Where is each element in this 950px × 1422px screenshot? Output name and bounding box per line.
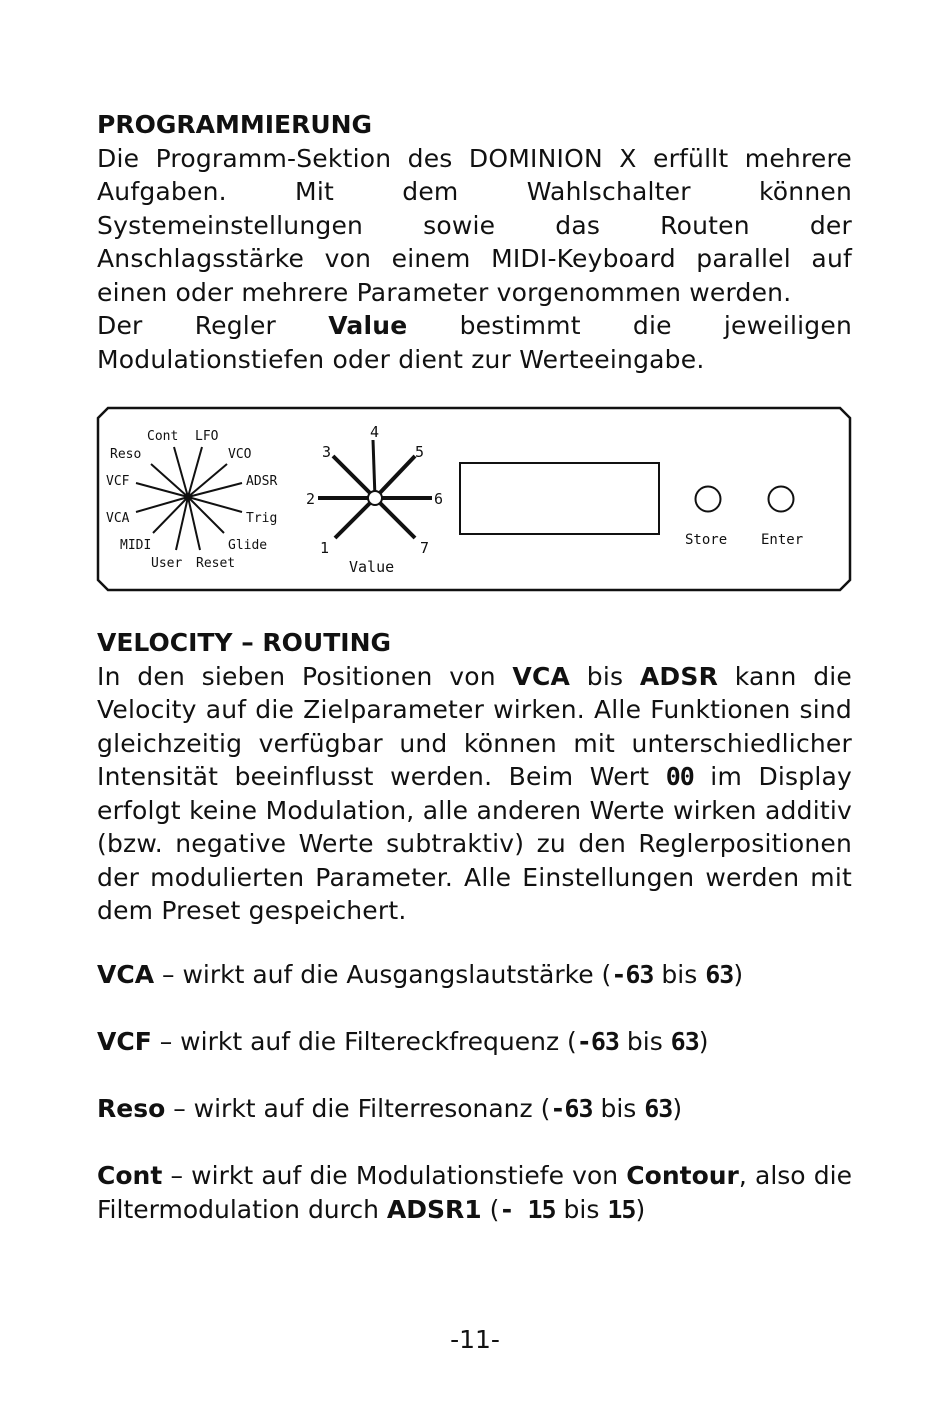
value-number-5: 5 xyxy=(415,443,425,461)
item-reso-text: – wirkt auf die Filterresonanz ( xyxy=(165,1094,551,1123)
value-number-4: 4 xyxy=(370,423,380,441)
item-cont-max: 15 xyxy=(607,1194,636,1224)
item-vca-close: ) xyxy=(733,960,744,989)
item-cont-bis: bis xyxy=(555,1194,608,1224)
label-lfo: LFO xyxy=(195,429,219,444)
item-cont-bold-adsr1: ADSR1 xyxy=(386,1194,482,1224)
velocity-text-3: kann die Velocity auf die Zielparameter wirken. Alle Funktionen sind gleichzeitig verfügbar und können mit unterschiedlicher Intensität beeinflusst werden. Beim Wert xyxy=(97,661,853,791)
label-glide: Glide xyxy=(228,538,268,553)
paragraph-value-bold: Value xyxy=(328,311,408,340)
item-cont-text-1: – wirkt auf die Modulationstiefe von xyxy=(162,1161,627,1190)
item-vcf-text: – wirkt auf die Filtereckfrequenz ( xyxy=(151,1027,577,1056)
item-reso-close: ) xyxy=(672,1094,683,1123)
item-vcf xyxy=(97,1025,852,1059)
item-vca-text: – wirkt auf die Ausgangslautstärke ( xyxy=(154,960,612,989)
value-number-6: 6 xyxy=(434,490,444,508)
paragraph-value xyxy=(97,309,852,376)
item-reso-bis: bis xyxy=(592,1094,645,1123)
item-vcf-min: -63 xyxy=(576,1027,619,1056)
store-button[interactable] xyxy=(696,487,721,512)
enter-label: Enter xyxy=(761,532,804,548)
paragraph-intro-text: Die Programm-Sektion des DOMINION X erfüllt mehrere Aufgaben. Mit dem Wahlschalter können Systemeinstellungen sowie das Routen der Anschlagsstärke von einem MIDI-Keyboard parallel auf einen oder mehrere Parameter vorgenommen werden. xyxy=(97,143,852,307)
item-cont-min: - 15 xyxy=(499,1194,556,1224)
item-reso-min: -63 xyxy=(550,1094,593,1123)
store-label: Store xyxy=(685,532,728,548)
item-vca xyxy=(97,958,852,992)
item-vcf-name: VCF xyxy=(97,1027,152,1056)
label-vca: VCA xyxy=(106,511,130,526)
paragraph-intro xyxy=(97,142,852,310)
velocity-bold-adsr: ADSR xyxy=(639,661,719,691)
paragraph-velocity xyxy=(97,660,852,928)
item-reso-name: Reso xyxy=(97,1094,166,1123)
label-adsr: ADSR xyxy=(246,474,278,489)
velocity-text-1: In den sieben Positionen von xyxy=(97,661,513,691)
value-number-2: 2 xyxy=(306,490,316,508)
item-cont-text-2: , also die Filtermodulation durch xyxy=(97,1161,853,1224)
paragraph-value-pre: Der Regler xyxy=(97,311,329,340)
paragraph-value-post: bestimmt die jeweiligen Modulationstiefen oder dient zur Werteeingabe. xyxy=(97,311,852,374)
heading-velocity-routing: VELOCITY – ROUTING xyxy=(97,628,392,657)
value-number-3: 3 xyxy=(322,443,332,461)
item-cont-name: Cont xyxy=(97,1161,163,1190)
section-velocity-routing xyxy=(97,626,852,928)
value-knob-label: Value xyxy=(349,558,395,576)
label-vcf: VCF xyxy=(106,474,130,489)
item-cont-text-3: ( xyxy=(481,1194,500,1224)
section-programmierung xyxy=(97,108,852,376)
velocity-bold-vca: VCA xyxy=(512,661,571,691)
item-vca-bis: bis xyxy=(653,960,706,989)
program-panel-diagram xyxy=(96,406,852,592)
label-reso: Reso xyxy=(110,447,142,462)
page-number: -11- xyxy=(450,1325,500,1354)
item-vca-max: 63 xyxy=(705,960,734,989)
item-vca-name: VCA xyxy=(97,960,155,989)
lcd-display xyxy=(460,463,659,534)
label-reset: Reset xyxy=(196,556,236,571)
item-vcf-max: 63 xyxy=(670,1027,699,1056)
label-midi: MIDI xyxy=(120,538,152,553)
item-reso xyxy=(97,1092,852,1126)
velocity-text-2: bis xyxy=(570,661,640,691)
item-vcf-close: ) xyxy=(698,1027,709,1056)
velocity-text-4: im Display erfolgt keine Modulation, alle anderen Werte wirken additiv (bzw. negative Werte subtraktiv) zu den Reglerpositionen der modulierten Parameter. Alle Einstellungen werden mit dem Preset gespeichert. xyxy=(97,762,852,925)
value-number-7: 7 xyxy=(420,539,430,557)
heading-programmierung: PROGRAMMIERUNG xyxy=(97,110,373,139)
label-cont: Cont xyxy=(147,429,179,444)
item-vca-min: -63 xyxy=(611,960,654,989)
item-cont-close: ) xyxy=(635,1194,646,1224)
item-vcf-bis: bis xyxy=(618,1027,671,1056)
label-user: User xyxy=(151,556,183,571)
label-trig: Trig xyxy=(246,511,278,526)
item-reso-max: 63 xyxy=(644,1094,673,1123)
selector-switch xyxy=(136,447,242,550)
item-cont-bold-contour: Contour xyxy=(626,1161,739,1190)
lcd-value-00: 00 xyxy=(665,762,694,791)
label-vco: VCO xyxy=(228,447,252,462)
item-cont xyxy=(97,1159,852,1226)
enter-button[interactable] xyxy=(769,487,794,512)
value-number-1: 1 xyxy=(320,539,330,557)
